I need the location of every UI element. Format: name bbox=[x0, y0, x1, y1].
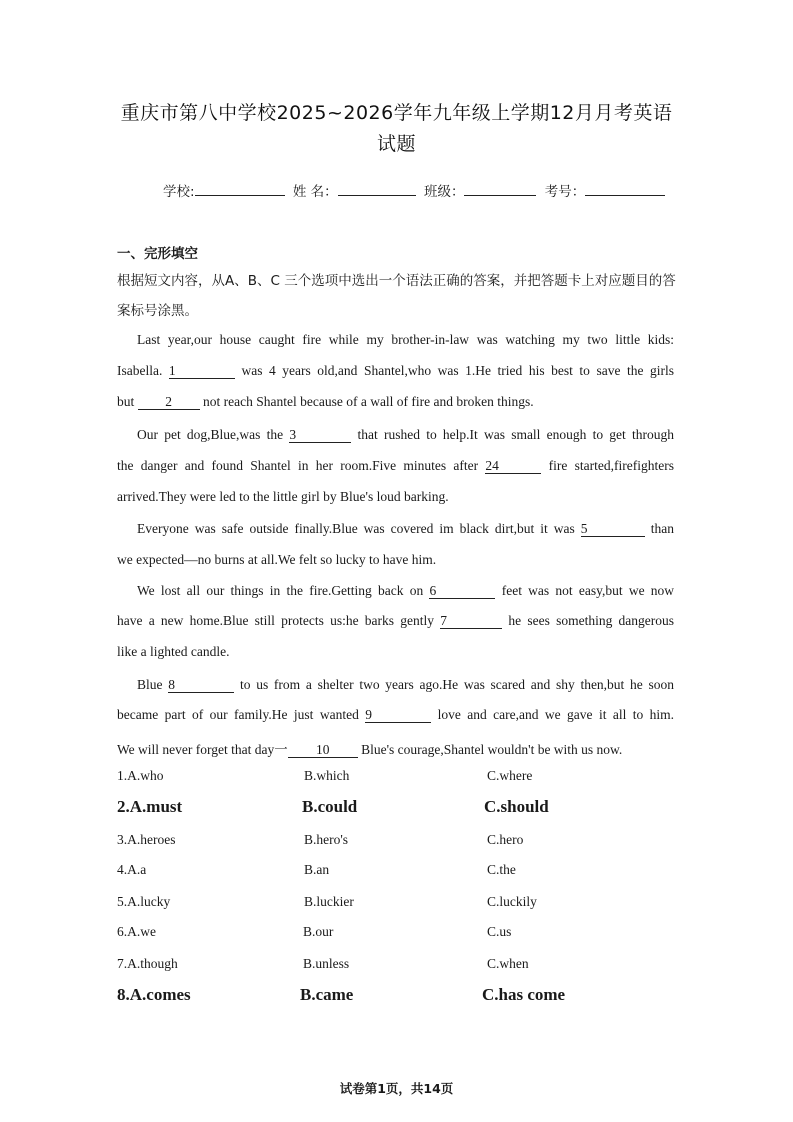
school-label: 学校: bbox=[163, 184, 195, 200]
option-2-a[interactable]: 2.A.must bbox=[117, 797, 183, 816]
option-2-c[interactable]: C.should bbox=[484, 797, 549, 816]
name-field[interactable] bbox=[338, 181, 416, 196]
option-5-a[interactable]: 5.A.lucky bbox=[117, 894, 171, 909]
passage-line: Our pet dog,Blue,was the 3 that rushed to help.It was small enough to get through bbox=[137, 427, 675, 442]
option-6-a[interactable]: 6.A.we bbox=[117, 924, 156, 939]
option-5-b[interactable]: B.luckier bbox=[304, 894, 354, 909]
section-instruction: 根据短文内容，从A、B、C 三个选项中选出一个语法正确的答案，并把答题卡上对应题目的答案标号涂黑。 bbox=[117, 273, 676, 319]
option-2-b[interactable]: B.could bbox=[302, 797, 358, 816]
option-3-b[interactable]: B.hero's bbox=[304, 832, 349, 847]
exam-number-label: 考号： bbox=[544, 184, 586, 200]
name-label: 姓 名： bbox=[292, 184, 338, 200]
option-8-b[interactable]: B.came bbox=[300, 985, 354, 1004]
option-5-c[interactable]: C.luckily bbox=[487, 894, 537, 909]
blank-6[interactable]: 6 bbox=[429, 583, 495, 599]
option-4-b[interactable]: B.an bbox=[304, 862, 330, 877]
option-4-a[interactable]: 4.A.a bbox=[117, 862, 147, 877]
passage-line: have a new home.Blue still protects us:he barks gently 7 he sees something dangerous bbox=[117, 613, 675, 628]
passage-line: the danger and found Shantel in her room.Five minutes after 24 fire started,firefighters bbox=[117, 458, 674, 473]
blank-1[interactable]: 1 bbox=[169, 363, 235, 379]
student-info-row bbox=[163, 180, 665, 200]
page-footer: 试卷第1页，共14页 bbox=[339, 1081, 454, 1096]
exam-number-field[interactable] bbox=[585, 181, 665, 196]
passage-line: Last year,our house caught fire while my brother-in-law was watching my two little kids: bbox=[137, 332, 674, 347]
option-1-b[interactable]: B.which bbox=[304, 768, 350, 783]
page-title bbox=[100, 98, 693, 160]
option-1-a[interactable]: 1.A.who bbox=[117, 768, 164, 783]
blank-7[interactable]: 7 bbox=[440, 613, 502, 629]
blank-8[interactable]: 8 bbox=[168, 677, 234, 693]
option-7-b[interactable]: B.unless bbox=[303, 956, 350, 971]
option-1-c[interactable]: C.where bbox=[487, 768, 533, 783]
passage-line: became part of our family.He just wanted 9 love and care,and we gave it all to him. bbox=[117, 707, 675, 722]
blank-3[interactable]: 3 bbox=[289, 427, 351, 443]
option-6-b[interactable]: B.our bbox=[303, 924, 334, 939]
option-3-c[interactable]: C.hero bbox=[487, 832, 524, 847]
passage-line: like a lighted candle. bbox=[117, 644, 230, 659]
passage-line: but 2 not reach Shantel because of a wall of fire and broken things. bbox=[117, 394, 534, 409]
blank-9[interactable]: 9 bbox=[365, 707, 431, 723]
passage-line: We lost all our things in the fire.Getting back on 6 feet was not easy,but we now bbox=[137, 583, 675, 598]
section-title: 一、完形填空 bbox=[117, 246, 198, 262]
option-8-c[interactable]: C.has come bbox=[482, 985, 566, 1004]
passage-line: Blue 8 to us from a shelter two years ago.He was scared and shy then,but he soon bbox=[137, 677, 675, 692]
passage-line: we expected—no burns at all.We felt so lucky to have him. bbox=[117, 552, 437, 567]
title-line-1: 重庆市第八中学校2025~2026学年九年级上学期12月月考英语 bbox=[120, 102, 673, 124]
class-label: 班级： bbox=[423, 184, 465, 200]
blank-5[interactable]: 5 bbox=[581, 521, 645, 537]
passage-line: Isabella. 1 was 4 years old,and Shantel,who was 1.He tried his best to save the girls bbox=[117, 363, 675, 378]
option-3-a[interactable]: 3.A.heroes bbox=[117, 832, 176, 847]
passage-line: We will never forget that day一 10 Blue's courage,Shantel wouldn't be with us now. bbox=[117, 742, 623, 757]
passage-line: Everyone was safe outside finally.Blue was covered im black dirt,but it was 5 than bbox=[137, 521, 674, 536]
class-field[interactable] bbox=[464, 181, 536, 196]
option-7-c[interactable]: C.when bbox=[487, 956, 529, 971]
option-8-a[interactable]: 8.A.comes bbox=[117, 985, 191, 1004]
blank-4[interactable]: 24 bbox=[485, 458, 541, 474]
blank-2[interactable]: 2 bbox=[138, 394, 200, 410]
blank-10[interactable]: 10 bbox=[288, 742, 358, 758]
option-6-c[interactable]: C.us bbox=[487, 924, 512, 939]
option-4-c[interactable]: C.the bbox=[487, 862, 516, 877]
passage-line: arrived.They were led to the little girl by Blue's loud barking. bbox=[117, 489, 449, 504]
title-line-2: 试题 bbox=[376, 133, 416, 155]
school-field[interactable] bbox=[195, 181, 285, 196]
option-7-a[interactable]: 7.A.though bbox=[117, 956, 178, 971]
